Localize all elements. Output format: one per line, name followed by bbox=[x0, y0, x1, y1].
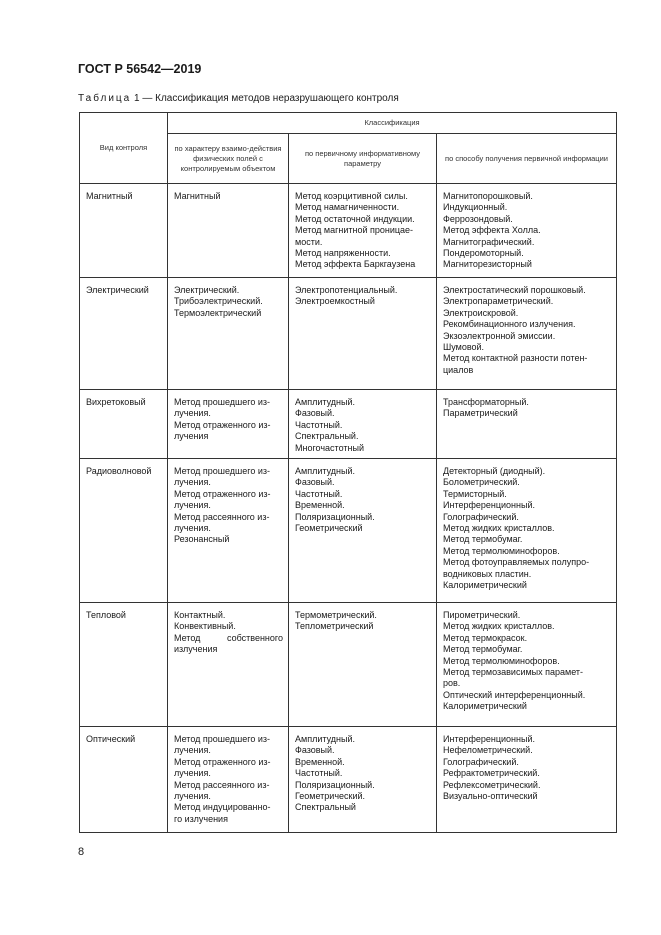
cell-line: Нефелометрический. bbox=[443, 745, 533, 756]
cell-line: Геометрический bbox=[295, 523, 363, 534]
cell-line: Метод жидких кристаллов. bbox=[443, 523, 555, 534]
cell-line: Метод прошедшего из- bbox=[174, 397, 271, 407]
cell-line: Электроискровой. bbox=[443, 307, 519, 318]
cell-interaction bbox=[168, 278, 289, 390]
cell-interaction bbox=[168, 727, 289, 833]
cell-line: го излучения bbox=[174, 813, 228, 824]
cell-acquisition bbox=[437, 603, 617, 727]
cell-line: Метод термолюминофоров. bbox=[443, 655, 560, 666]
cell-line: Метод коэрцитивной силы. bbox=[295, 191, 408, 201]
cell-line: Электропотенциальный. bbox=[295, 285, 398, 295]
caption-label: Таблица bbox=[78, 93, 132, 104]
cell-control-type: Электрический bbox=[80, 278, 168, 390]
cell-line: лучения. bbox=[174, 768, 211, 779]
cell-line: Частотный. bbox=[295, 488, 343, 499]
cell-line: Метод рассеянного из- bbox=[174, 779, 270, 790]
table-row bbox=[80, 390, 617, 459]
cell-line: Метод эффекта Баркгаузена bbox=[295, 259, 416, 270]
table-row bbox=[80, 459, 617, 603]
cell-line: Временной. bbox=[295, 756, 345, 767]
cell-acquisition bbox=[437, 390, 617, 459]
cell-parameter bbox=[289, 278, 437, 390]
cell-parameter bbox=[289, 390, 437, 459]
cell-line: лучения. bbox=[174, 408, 211, 419]
table-row bbox=[80, 278, 617, 390]
caption-text: — Классификация методов неразрушающего контроля bbox=[139, 93, 399, 104]
cell-line: Шумовой. bbox=[443, 342, 485, 353]
cell-interaction bbox=[168, 390, 289, 459]
cell-parameter bbox=[289, 727, 437, 833]
cell-line: Спектральный. bbox=[295, 431, 359, 442]
cell-line: Пирометрический. bbox=[443, 610, 521, 621]
caption-number: 1 bbox=[134, 93, 140, 104]
cell-line: Метод остаточной индукции. bbox=[295, 213, 415, 224]
cell-line: Метод термобумаг. bbox=[443, 644, 523, 655]
cell-line: Голографический. bbox=[443, 511, 519, 522]
table-caption bbox=[78, 93, 399, 104]
cell-line: Термометрический. bbox=[295, 610, 377, 621]
cell-line: Метод термобумаг. bbox=[443, 534, 523, 545]
cell-line: Метод отраженного из- bbox=[174, 488, 271, 499]
cell-interaction bbox=[168, 603, 289, 727]
cell-line: лучения. bbox=[174, 477, 211, 488]
cell-line: Визуально-оптический bbox=[443, 791, 538, 802]
cell-line: Метод прошедшего из- bbox=[174, 466, 271, 477]
cell-line: Магнитопорошковый. bbox=[443, 191, 533, 201]
cell-acquisition bbox=[437, 278, 617, 390]
cell-line: Метод термолюминофоров. bbox=[443, 545, 560, 556]
cell-acquisition bbox=[437, 459, 617, 603]
cell-line: Трансформаторный. bbox=[443, 397, 529, 407]
cell-line: Пондеромоторный. bbox=[443, 248, 524, 259]
cell-line: Временной. bbox=[295, 500, 345, 511]
cell-line: Амплитудный. bbox=[295, 734, 355, 745]
cell-line: Голографический. bbox=[443, 756, 519, 767]
cell-line: Болометрический. bbox=[443, 477, 520, 488]
cell-line: Интерференционный. bbox=[443, 500, 535, 511]
cell-line: Электростатический порошковый. bbox=[443, 285, 586, 295]
cell-line: Многочастотный bbox=[295, 442, 364, 453]
cell-line: ров. bbox=[443, 678, 461, 689]
cell-line: Рекомбинационного излучения. bbox=[443, 319, 576, 330]
cell-line: Фазовый. bbox=[295, 745, 335, 756]
cell-line: Метод прошедшего из- bbox=[174, 734, 271, 745]
cell-line: Частотный. bbox=[295, 419, 343, 430]
cell-line: Феррозондовый. bbox=[443, 213, 513, 224]
cell-line: Резонансный bbox=[174, 534, 230, 545]
cell-line: излучения bbox=[174, 644, 218, 655]
table-row bbox=[80, 603, 617, 727]
cell-line: Метод рассеянного из- bbox=[174, 511, 270, 522]
cell-line: Оптический интерференционный. bbox=[443, 689, 586, 700]
cell-line: Метод жидких кристаллов. bbox=[443, 621, 555, 632]
cell-line: Поляризационный. bbox=[295, 779, 375, 790]
header-interaction: по характеру взаимо-действия физических полей с контролируемым объектом bbox=[168, 134, 289, 184]
header-acquisition: по способу получения первичной информации bbox=[437, 134, 617, 184]
cell-acquisition bbox=[437, 184, 617, 278]
cell-line: водниковых пластин. bbox=[443, 568, 532, 579]
table-row bbox=[80, 184, 617, 278]
cell-line: Калориметрический bbox=[443, 701, 527, 712]
cell-line: Спектральный bbox=[295, 802, 356, 813]
cell-line: лучения. bbox=[174, 745, 211, 756]
cell-line: Калориметрический bbox=[443, 580, 527, 591]
cell-line: Теплометрический bbox=[295, 621, 374, 632]
header-parameter: по первичному информативному параметру bbox=[289, 134, 437, 184]
cell-line: циалов bbox=[443, 364, 474, 375]
cell-control-type: Вихретоковый bbox=[80, 390, 168, 459]
cell-control-type: Оптический bbox=[80, 727, 168, 833]
cell-line: Фазовый. bbox=[295, 408, 335, 419]
cell-parameter bbox=[289, 184, 437, 278]
cell-parameter bbox=[289, 603, 437, 727]
cell-line: Параметрический bbox=[443, 408, 518, 419]
cell-line: Контактный. bbox=[174, 610, 226, 621]
cell-line: Метод эффекта Холла. bbox=[443, 225, 541, 236]
cell-line: Электропараметрический. bbox=[443, 296, 554, 307]
cell-parameter bbox=[289, 459, 437, 603]
cell-line: лучения. bbox=[174, 791, 211, 802]
table-row bbox=[80, 727, 617, 833]
cell-line: Экзоэлектронной эмиссии. bbox=[443, 330, 556, 341]
cell-line: лучения. bbox=[174, 523, 211, 534]
cell-line: Магниторезисторный bbox=[443, 259, 532, 270]
header-classification: Классификация bbox=[168, 113, 617, 134]
cell-line: Метод фотоуправляемых полупро- bbox=[443, 557, 590, 568]
document-code: ГОСТ Р 56542—2019 bbox=[78, 62, 202, 76]
cell-line: Амплитудный. bbox=[295, 466, 355, 477]
cell-line: Частотный. bbox=[295, 768, 343, 779]
cell-control-type: Магнитный bbox=[80, 184, 168, 278]
cell-line: Рефрактометрический. bbox=[443, 768, 540, 779]
cell-line: Метод отраженного из- bbox=[174, 419, 271, 430]
cell-line: лучения bbox=[174, 431, 209, 442]
cell-line: Метод отраженного из- bbox=[174, 756, 271, 767]
cell-line: Рефлексометрический. bbox=[443, 779, 541, 790]
header-type: Вид контроля bbox=[80, 113, 168, 184]
cell-line: Метод контактной разности потен- bbox=[443, 353, 588, 364]
cell-line: Конвективный. bbox=[174, 621, 236, 632]
cell-line: Детекторный (диодный). bbox=[443, 466, 546, 477]
page-number: 8 bbox=[78, 846, 85, 858]
cell-line: Метод магнитной проницае- bbox=[295, 225, 414, 236]
cell-line: Метод напряженности. bbox=[295, 248, 391, 259]
cell-line: Амплитудный. bbox=[295, 397, 355, 407]
cell-line: Поляризационный. bbox=[295, 511, 375, 522]
cell-line: Термоэлектрический bbox=[174, 307, 262, 318]
classification-table bbox=[79, 112, 617, 833]
cell-line: Метод намагниченности. bbox=[295, 202, 400, 213]
cell-control-type: Радиоволновой bbox=[80, 459, 168, 603]
cell-line: Трибоэлектрический. bbox=[174, 296, 263, 307]
cell-line: Фазовый. bbox=[295, 477, 335, 488]
cell-line: Термисторный. bbox=[443, 488, 507, 499]
cell-line: Магнитный bbox=[174, 191, 221, 201]
cell-line: Электрический. bbox=[174, 285, 240, 295]
cell-line: лучения. bbox=[174, 500, 211, 511]
cell-line: Индукционный. bbox=[443, 202, 508, 213]
cell-line: мости. bbox=[295, 236, 323, 247]
cell-line: Геометрический. bbox=[295, 791, 366, 802]
cell-line: Интерференционный. bbox=[443, 734, 535, 745]
cell-interaction bbox=[168, 184, 289, 278]
cell-line: Метод собственного bbox=[174, 632, 283, 643]
cell-line: Метод индуцированно- bbox=[174, 802, 271, 813]
cell-control-type: Тепловой bbox=[80, 603, 168, 727]
cell-line: Электроемкостный bbox=[295, 296, 375, 307]
cell-interaction bbox=[168, 459, 289, 603]
cell-acquisition bbox=[437, 727, 617, 833]
cell-line: Метод термокрасок. bbox=[443, 632, 528, 643]
cell-line: Магнитографический. bbox=[443, 236, 535, 247]
cell-line: Метод термозависимых парамет- bbox=[443, 667, 584, 678]
